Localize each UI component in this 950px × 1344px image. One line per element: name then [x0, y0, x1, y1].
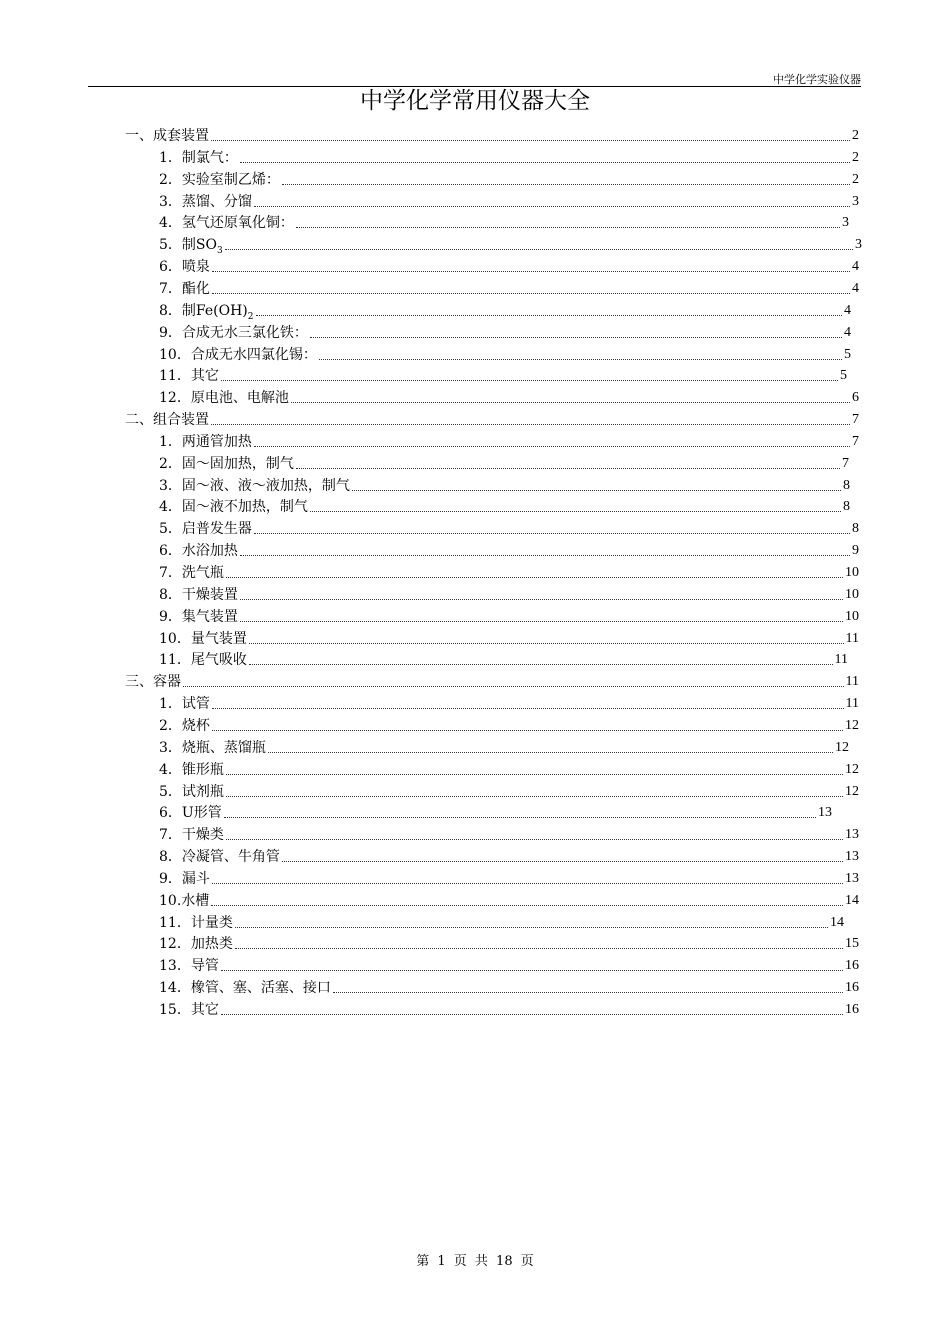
toc-entry-label: 7．酯化 — [159, 280, 210, 297]
toc-entry[interactable] — [159, 846, 859, 867]
toc-entry[interactable] — [159, 693, 859, 714]
toc-entry[interactable] — [159, 322, 851, 343]
toc-dot-leader — [333, 992, 843, 993]
toc-page-number: 8 — [852, 521, 859, 537]
toc-dot-leader — [310, 511, 841, 512]
toc-entry[interactable] — [159, 977, 859, 998]
toc-page-number: 14 — [845, 892, 859, 908]
toc-entry[interactable] — [159, 256, 859, 277]
toc-entry[interactable] — [159, 344, 851, 365]
toc-dot-leader — [240, 555, 850, 556]
toc-dot-leader — [291, 402, 850, 403]
toc-entry[interactable] — [159, 649, 848, 670]
toc-page-number: 11 — [845, 674, 859, 690]
toc-page-number: 3 — [842, 215, 849, 231]
toc-entry-label: 11．尾气吸收 — [159, 652, 247, 669]
toc-entry-label: 9．漏斗 — [159, 870, 210, 887]
toc-dot-leader — [183, 686, 844, 687]
toc-entry-label: 6．U形管 — [159, 805, 222, 822]
subscript: 2 — [247, 311, 254, 322]
toc-entry[interactable] — [159, 824, 859, 845]
toc-page-number: 3 — [852, 193, 859, 209]
toc-dot-leader — [224, 817, 816, 818]
running-header: 中学化学实验仪器 — [773, 73, 861, 86]
toc-entry-label: 10．合成无水四氯化锡： — [159, 346, 317, 363]
toc-page-number: 11 — [845, 630, 859, 646]
toc-dot-leader — [235, 948, 843, 949]
toc-dot-leader — [212, 730, 843, 731]
toc-entry[interactable] — [159, 584, 859, 605]
toc-entry-label: 3．固～液、液～液加热，制气 — [159, 477, 350, 494]
toc-page-number: 2 — [852, 128, 859, 143]
toc-page-number: 10 — [845, 565, 859, 580]
toc-entry[interactable] — [159, 453, 849, 474]
toc-page-number: 4 — [852, 259, 859, 275]
toc-entry-label: 2．实验室制乙烯： — [159, 171, 280, 188]
toc-dot-leader — [319, 359, 842, 360]
toc-page-number: 4 — [852, 280, 859, 296]
toc-page-number: 2 — [852, 149, 859, 165]
toc-entry-label: 10.水槽 — [159, 892, 210, 909]
toc-entry[interactable] — [159, 278, 859, 299]
toc-entry-label: 9．集气装置 — [159, 608, 238, 625]
toc-entry[interactable] — [159, 781, 859, 802]
toc-entry[interactable] — [159, 912, 844, 933]
toc-section-entry[interactable] — [125, 409, 859, 430]
toc-entry-label: 4．氢气还原氧化铜： — [159, 215, 294, 232]
toc-entry-label: 15．其它 — [159, 1002, 219, 1018]
toc-entry[interactable] — [159, 365, 847, 386]
toc-entry-label: 11．计量类 — [159, 914, 233, 931]
toc-dot-leader — [212, 271, 850, 272]
page-footer: 第 1 页 共 18 页 — [416, 1254, 534, 1269]
toc-dot-leader — [211, 424, 850, 425]
toc-entry-label — [159, 301, 254, 321]
toc-page-number: 13 — [845, 870, 859, 886]
toc-dot-leader — [310, 337, 842, 338]
toc-page-number: 7 — [852, 412, 859, 428]
toc-dot-leader — [240, 162, 850, 163]
toc-dot-leader — [221, 380, 838, 381]
toc-page-number: 12 — [845, 783, 859, 799]
toc-page-number: 15 — [845, 936, 859, 952]
toc-entry[interactable] — [159, 147, 859, 168]
toc-entry-label: 10．量气装置 — [159, 630, 247, 647]
toc-page-number: 7 — [852, 433, 859, 449]
toc-page-number: 6 — [852, 390, 859, 406]
toc-page-number: 4 — [844, 324, 851, 340]
toc-dot-leader — [226, 839, 843, 840]
toc-entry-label: 8．干燥装置 — [159, 586, 238, 603]
toc-page-number: 16 — [845, 1002, 859, 1017]
toc-entry-label: 12．原电池、电解池 — [159, 390, 289, 407]
toc-entry[interactable] — [159, 518, 859, 539]
toc-entry-label: 13．导管 — [159, 958, 219, 975]
toc-entry-label: 7．洗气瓶 — [159, 565, 224, 581]
toc-entry-label: 7．干燥类 — [159, 827, 224, 844]
toc-page-number: 13 — [845, 827, 859, 843]
toc-entry-label: 1．制氯气： — [159, 149, 238, 166]
toc-entry-label: 5．启普发生器 — [159, 521, 252, 538]
toc-dot-leader — [268, 752, 833, 753]
toc-entry[interactable] — [159, 387, 859, 408]
toc-entry-label: 3．烧瓶、蒸馏瓶 — [159, 739, 266, 756]
toc-entry-label: 一、成套装置 — [125, 128, 209, 144]
toc-entry[interactable] — [159, 212, 849, 233]
toc-entry-label: 11．其它 — [159, 368, 219, 385]
toc-page-number: 10 — [845, 586, 859, 602]
toc-page-number: 16 — [845, 980, 859, 996]
toc-page-number: 3 — [855, 237, 862, 253]
toc-entry[interactable] — [159, 431, 859, 452]
toc-page-number: 13 — [845, 849, 859, 865]
toc-entry-label: 3．蒸馏、分馏 — [159, 193, 252, 210]
toc-page-number: 2 — [852, 171, 859, 187]
toc-entry-label: 6．喷泉 — [159, 259, 210, 276]
toc-dot-leader — [254, 533, 850, 534]
toc-entry-label: 8．冷凝管、牛角管 — [159, 849, 280, 866]
toc-entry-label: 1．两通管加热 — [159, 433, 252, 450]
toc-entry-label: 6．水浴加热 — [159, 543, 238, 560]
toc-entry-label: 9．合成无水三氯化铁： — [159, 324, 308, 341]
toc-page-number: 5 — [840, 368, 847, 384]
toc-entry-label: 二、组合装置 — [125, 412, 209, 429]
toc-entry-label-text: 8．制Fe(OH) — [159, 302, 248, 319]
toc-entry[interactable] — [159, 300, 851, 321]
toc-entry-label: 12．加热类 — [159, 936, 233, 953]
toc-entry[interactable] — [159, 933, 859, 954]
toc-entry[interactable] — [159, 234, 862, 255]
toc-entry-label: 14．橡管、塞、活塞、接口 — [159, 980, 331, 997]
toc-entry[interactable] — [159, 955, 859, 976]
subscript: 3 — [216, 246, 223, 257]
toc-dot-leader — [282, 184, 850, 185]
toc-entry-label: 2．固～固加热，制气 — [159, 455, 294, 472]
toc-entry-label: 4．锥形瓶 — [159, 761, 224, 778]
toc-dot-leader — [249, 643, 844, 644]
toc-entry[interactable] — [159, 999, 859, 1020]
document-title: 中学化学常用仪器大全 — [360, 88, 590, 114]
toc-page-number: 8 — [843, 499, 850, 515]
toc-entry[interactable] — [159, 191, 859, 212]
toc-dot-leader — [256, 315, 843, 316]
toc-dot-leader — [212, 883, 843, 884]
toc-dot-leader — [211, 905, 843, 906]
toc-entry[interactable] — [159, 737, 849, 758]
toc-section-entry[interactable] — [125, 671, 859, 692]
toc-entry-label: 2．烧杯 — [159, 717, 210, 734]
toc-entry[interactable] — [159, 606, 859, 627]
toc-dot-leader — [296, 227, 840, 228]
toc-entry-label: 1．试管 — [159, 696, 210, 713]
toc-dot-leader — [221, 1014, 843, 1015]
toc-section-entry[interactable] — [125, 125, 859, 146]
toc-dot-leader — [226, 774, 843, 775]
toc-entry[interactable] — [159, 496, 850, 517]
toc-entry-label-text: 5．制SO — [159, 237, 217, 254]
toc-entry[interactable] — [159, 540, 859, 561]
toc-entry[interactable] — [159, 890, 859, 911]
toc-page-number: 9 — [852, 543, 859, 559]
toc-page-number: 11 — [834, 652, 848, 668]
toc-page-number: 16 — [845, 958, 859, 974]
toc-entry[interactable] — [159, 628, 859, 649]
toc-dot-leader — [221, 970, 843, 971]
toc-dot-leader — [211, 140, 850, 141]
toc-entry-label: 三、容器 — [125, 674, 181, 691]
toc-dot-leader — [235, 927, 828, 928]
toc-page-number: 12 — [845, 761, 859, 777]
toc-entry-label: 5．试剂瓶 — [159, 783, 224, 800]
toc-page-number: 12 — [835, 739, 849, 755]
toc-entry[interactable] — [159, 759, 859, 780]
toc-entry-label: 4．固～液不加热，制气 — [159, 499, 308, 516]
toc-dot-leader — [282, 861, 843, 862]
toc-page-number: 8 — [843, 477, 850, 493]
toc-dot-leader — [296, 468, 840, 469]
toc-page-number: 14 — [830, 914, 844, 930]
toc-page-number: 13 — [818, 805, 832, 821]
toc-entry[interactable] — [159, 169, 859, 190]
toc-page-number: 5 — [844, 346, 851, 362]
toc-dot-leader — [352, 490, 841, 491]
toc-dot-leader — [226, 577, 843, 578]
toc-entry[interactable] — [159, 715, 859, 736]
toc-page-number: 10 — [845, 608, 859, 624]
toc-page-number: 7 — [842, 455, 849, 471]
toc-entry[interactable] — [159, 562, 859, 583]
toc-dot-leader — [212, 293, 850, 294]
toc-entry[interactable] — [159, 475, 850, 496]
toc-dot-leader — [225, 249, 853, 250]
toc-entry[interactable] — [159, 802, 832, 823]
toc-dot-leader — [254, 206, 850, 207]
toc-dot-leader — [254, 446, 850, 447]
toc-dot-leader — [212, 708, 844, 709]
toc-dot-leader — [240, 621, 843, 622]
toc-entry[interactable] — [159, 868, 859, 889]
toc-page-number: 12 — [845, 717, 859, 733]
toc-dot-leader — [240, 599, 843, 600]
toc-page-number: 11 — [845, 696, 859, 712]
toc-page-number: 4 — [844, 302, 851, 318]
toc-entry-label — [159, 235, 223, 255]
toc-dot-leader — [226, 796, 843, 797]
toc-dot-leader — [249, 664, 833, 665]
